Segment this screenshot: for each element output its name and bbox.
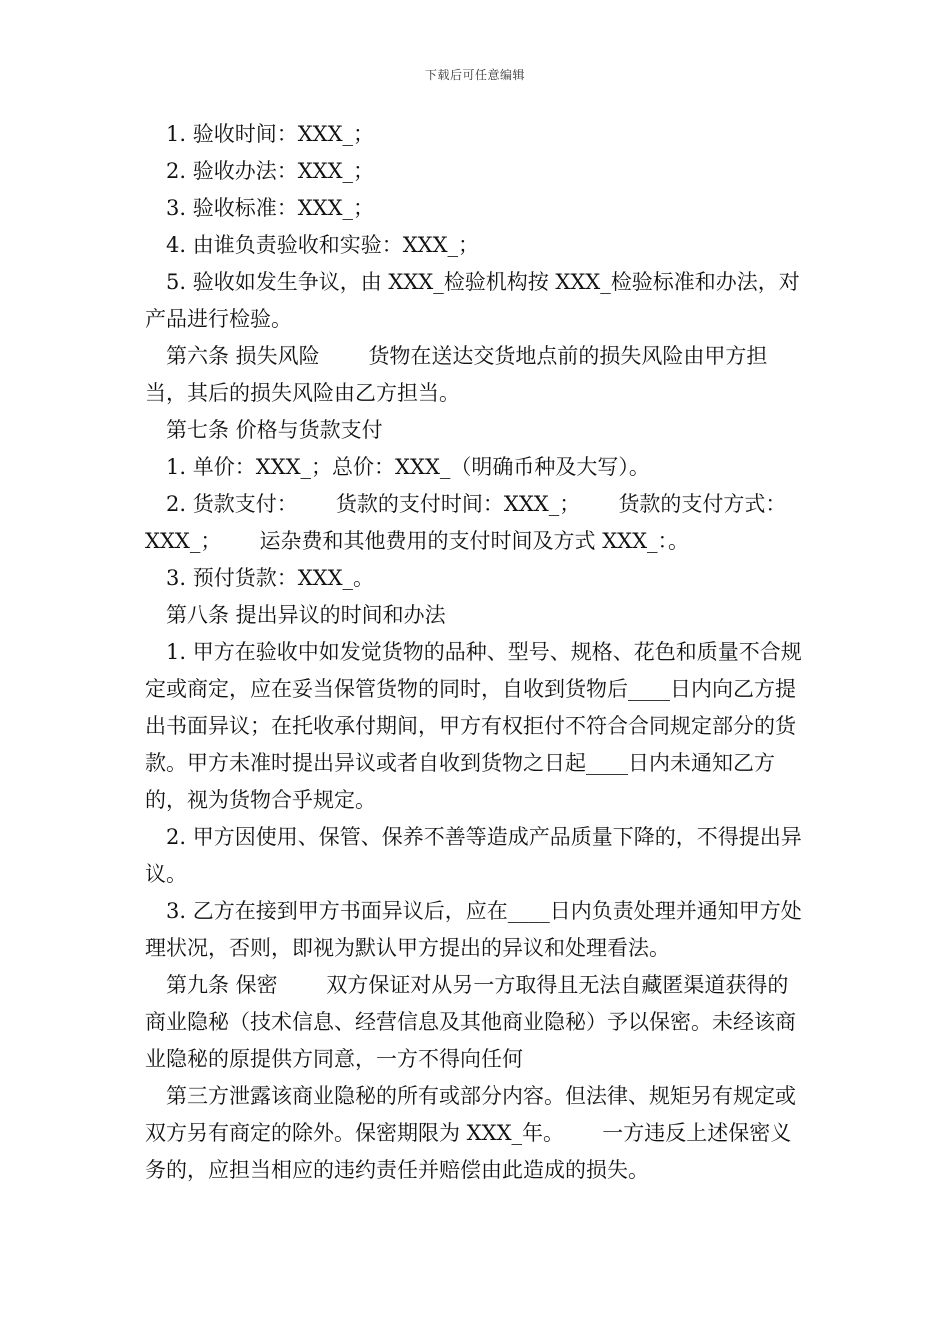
heading-article-8: 第八条 提出异议的时间和办法	[166, 603, 446, 627]
paragraph-prepayment: 3. 预付货款：XXX_。	[166, 566, 375, 590]
paragraph-objection-3: 3. 乙方在接到甲方书面异议后，应在____日内负责处理并通知甲方处理状况，否则，即视为默认甲方提出的异议和处理看法。	[145, 899, 802, 960]
paragraph-unit-price: 1. 单价：XXX_；总价：XXX_（明确币种及大写）。	[166, 455, 650, 479]
paragraph-acceptance-dispute: 5. 验收如发生争议，由 XXX_检验机构按 XXX_检验标准和办法，对产品进行检验。	[145, 270, 800, 331]
heading-article-7: 第七条 价格与货款支付	[166, 418, 383, 442]
paragraph-objection-2: 2. 甲方因使用、保管、保养不善等造成产品质量下降的，不得提出异议。	[145, 825, 802, 886]
paragraph-article-6-risk: 第六条 损失风险 货物在送达交货地点前的损失风险由甲方担当，其后的损失风险由乙方担当。	[145, 344, 768, 405]
paragraph-objection-1: 1. 甲方在验收中如发觉货物的品种、型号、规格、花色和质量不合规定或商定，应在妥当保管货物的同时，自收到货物后____日内向乙方提出书面异议；在托收承付期间，甲方有权拒付不符合合同规定部分的货款。甲方未准时提出异议或者自收到货物之日起____日内未通知乙方的，视为货物合乎规定。	[145, 640, 802, 812]
paragraph-payment: 2. 货款支付： 货款的支付时间：XXX_； 货款的支付方式：XXX_； 运杂费和其他费用的支付时间及方式 XXX_：。	[145, 492, 787, 553]
page-header: 下载后可任意编辑	[424, 68, 525, 82]
paragraph-acceptance-method: 2. 验收办法：XXX_；	[166, 159, 375, 183]
paragraph-acceptance-responsible: 4. 由谁负责验收和实验：XXX_；	[166, 233, 480, 257]
paragraph-confidentiality-continued: 第三方泄露该商业隐秘的所有或部分内容。但法律、规矩另有规定或双方另有商定的除外。保密期限为 XXX_年。 一方违反上述保密义务的，应担当相应的违约责任并赔偿由此造成的损失。	[145, 1084, 796, 1182]
paragraph-acceptance-time: 1. 验收时间：XXX_；	[166, 122, 375, 146]
document-body	[145, 116, 809, 1189]
paragraph-acceptance-standard: 3. 验收标准：XXX_；	[166, 196, 375, 220]
paragraph-article-9-confidentiality: 第九条 保密 双方保证对从另一方取得且无法自藏匿渠道获得的商业隐秘（技术信息、经营信息及其他商业隐秘）予以保密。未经该商业隐秘的原提供方同意，一方不得向任何	[145, 973, 796, 1071]
